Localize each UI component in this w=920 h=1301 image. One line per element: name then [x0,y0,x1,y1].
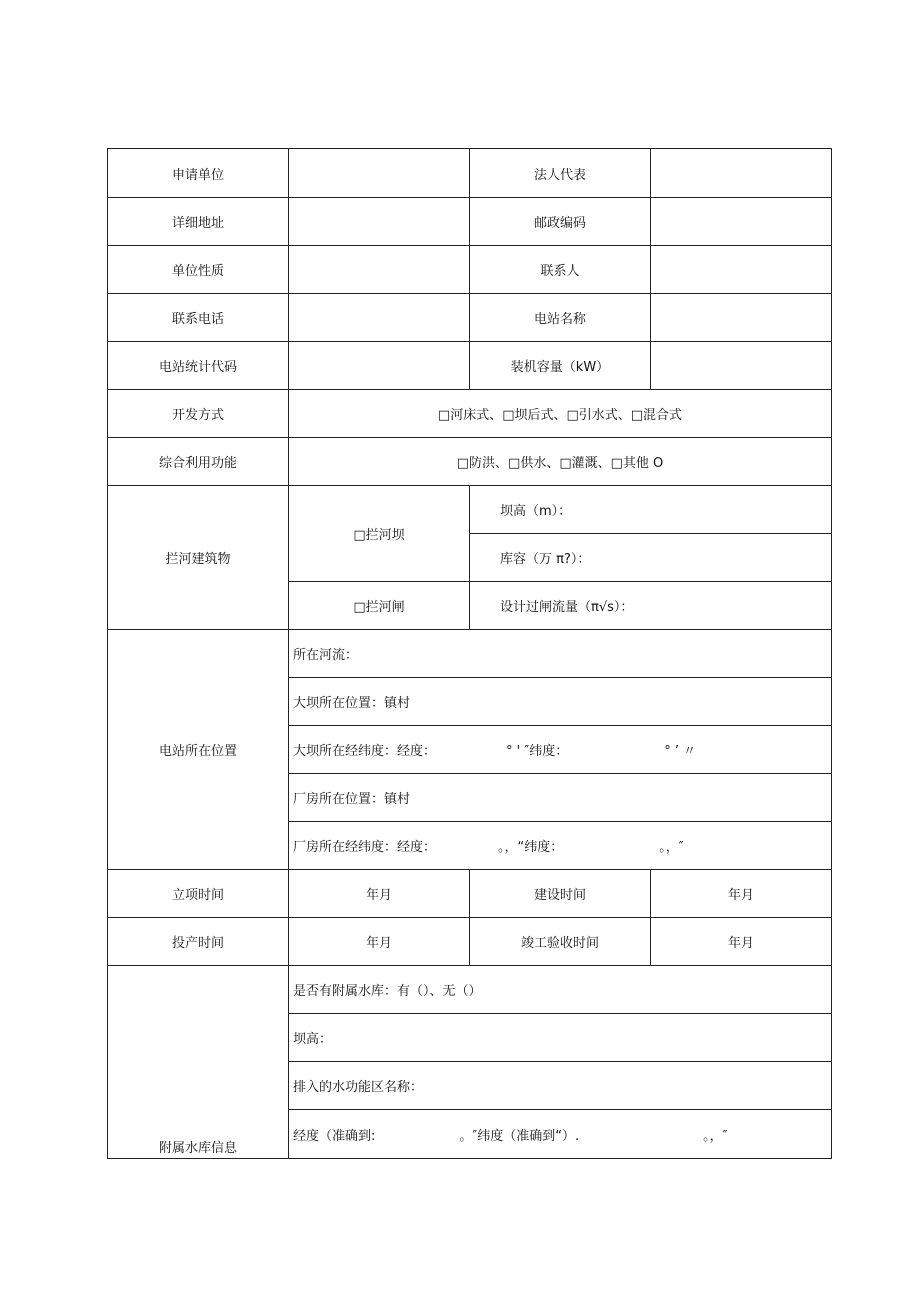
dam-height-field[interactable]: 坝高（m）： [470,486,832,534]
build-time-label: 建设时间 [470,870,651,918]
applicant-label: 申请单位 [108,149,289,198]
contact-person-field[interactable] [651,246,832,294]
dam-coord-text-b: ° ' ″纬度： [506,744,569,759]
function-zone-field[interactable]: 排入的水功能区名称： [289,1062,832,1110]
plant-coord-text-c: 。，″ [659,840,684,855]
address-field[interactable] [289,198,470,246]
unit-nature-label: 单位性质 [108,246,289,294]
reservoir-info-label: 附属水库信息 [108,966,289,1159]
station-code-label: 电站统计代码 [108,342,289,390]
applicant-field[interactable] [289,149,470,198]
plant-coord-text-a: 厂房所在经纬度：经度： [293,840,437,855]
build-time-field[interactable]: 年月 [651,870,832,918]
station-name-label: 电站名称 [470,294,651,342]
dev-mode-options[interactable]: □河床式、□坝后式、□引水式、□混合式 [289,390,832,438]
has-reservoir-field[interactable]: 是否有附属水库：有（）、无（） [289,966,832,1014]
project-time-label: 立项时间 [108,870,289,918]
plant-coordinates-field[interactable] [289,822,832,870]
sluice-checkbox[interactable]: □拦河闸 [289,582,470,630]
installed-capacity-field[interactable] [651,342,832,390]
plant-location-field[interactable]: 厂房所在位置：镇村 [289,774,832,822]
dam-location-field[interactable]: 大坝所在位置：镇村 [289,678,832,726]
address-label: 详细地址 [108,198,289,246]
acceptance-time-label: 竣工验收时间 [470,918,651,966]
postcode-label: 邮政编码 [470,198,651,246]
application-form-table [107,148,832,1159]
postcode-field[interactable] [651,198,832,246]
dam-checkbox[interactable]: □拦河坝 [289,486,470,582]
production-time-label: 投产时间 [108,918,289,966]
dev-mode-label: 开发方式 [108,390,289,438]
reservoir-coord-text-b: 。″纬度（准确到“）. [459,1128,580,1144]
installed-capacity-label: 装机容量（kW） [470,342,651,390]
contact-person-label: 联系人 [470,246,651,294]
multi-use-label: 综合利用功能 [108,438,289,486]
contact-phone-field[interactable] [289,294,470,342]
dam-coord-text-a: 大坝所在经纬度：经度： [293,744,437,759]
reservoir-dam-height-field[interactable]: 坝高： [289,1014,832,1062]
design-flow-field[interactable]: 设计过闸流量（π√s）： [470,582,832,630]
reservoir-coordinates-field[interactable] [289,1110,832,1159]
river-field[interactable]: 所在河流： [289,630,832,678]
river-structure-label: 拦河建筑物 [108,486,289,630]
station-code-field[interactable] [289,342,470,390]
location-label: 电站所在位置 [108,630,289,870]
unit-nature-field[interactable] [289,246,470,294]
reservoir-coord-text-c: 。，″ [703,1128,728,1144]
contact-phone-label: 联系电话 [108,294,289,342]
legal-rep-label: 法人代表 [470,149,651,198]
multi-use-options[interactable]: □防洪、□供水、□灌溉、□其他 O [289,438,832,486]
production-time-field[interactable]: 年月 [289,918,470,966]
station-name-field[interactable] [651,294,832,342]
dam-coord-text-c: ° ’ 〃 [664,744,697,759]
dam-coordinates-field[interactable] [289,726,832,774]
reservoir-capacity-field[interactable]: 库容（万 π?）： [470,534,832,582]
plant-coord-text-b: 。，“纬度： [498,840,564,855]
reservoir-coord-text-a: 经度（准确到: [293,1128,376,1144]
project-time-field[interactable]: 年月 [289,870,470,918]
legal-rep-field[interactable] [651,149,832,198]
acceptance-time-field[interactable]: 年月 [651,918,832,966]
